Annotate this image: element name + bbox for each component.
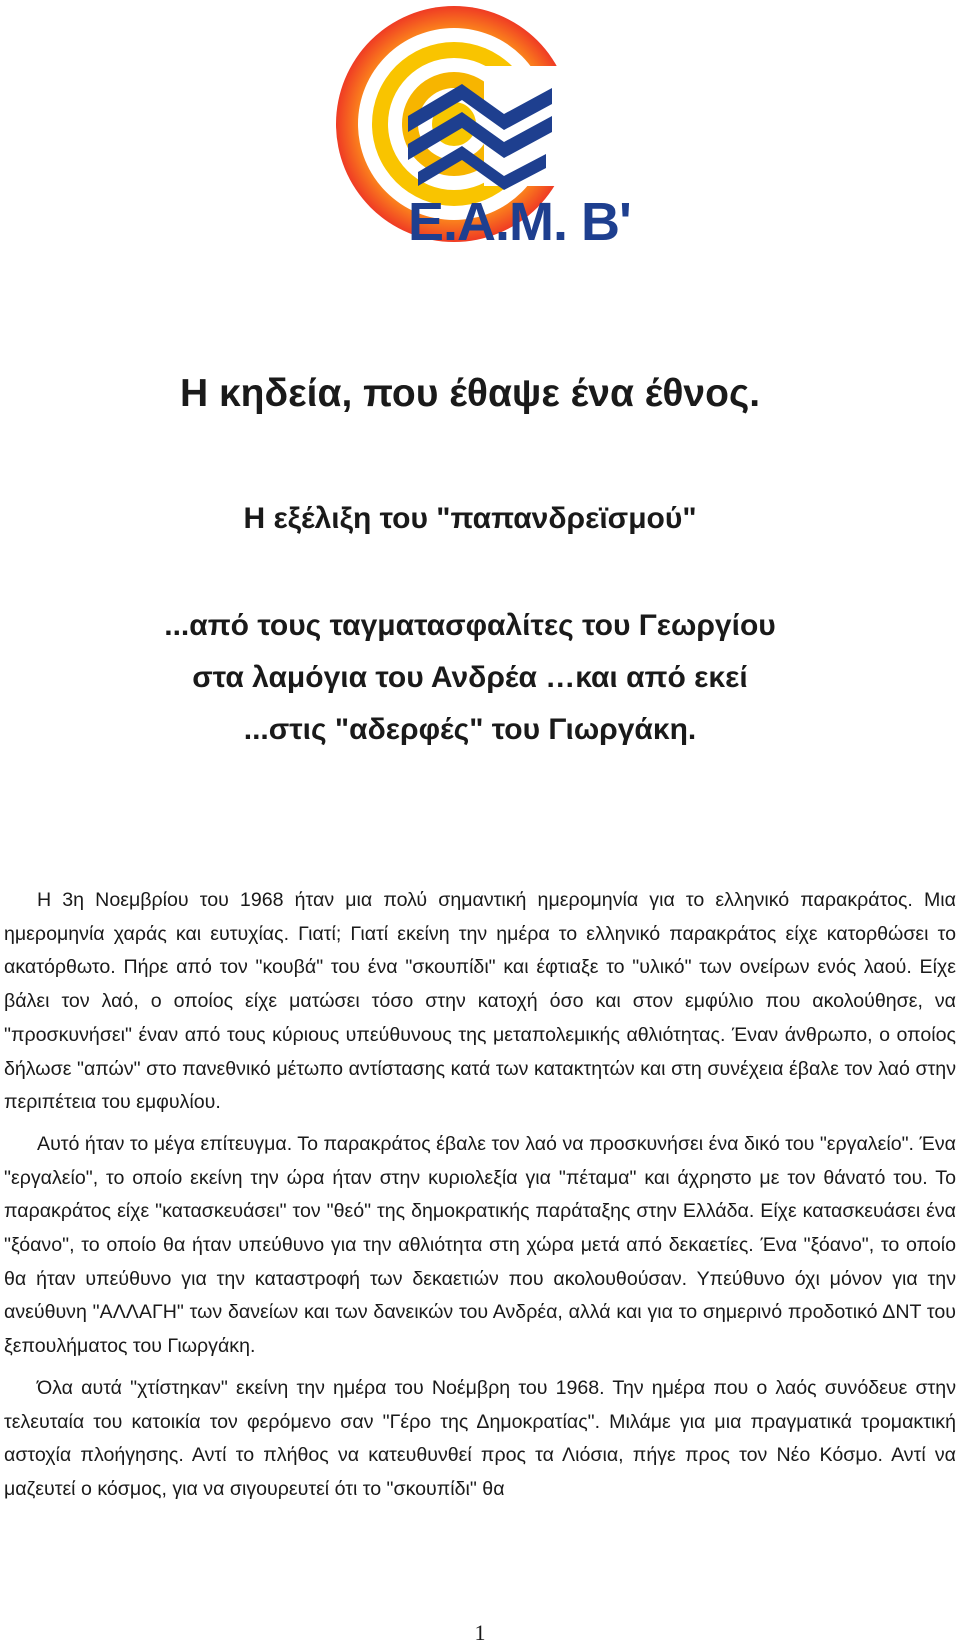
paragraph: Η 3η Νοεμβρίου του 1968 ήταν μια πολύ σημαντική ημερομηνία για το ελληνικό παρακράτος. Μια ημερομηνία χαράς και ευτυχίας. Γιατί; Γιατί εκείνη την ημέρα το ελληνικό παρακράτος είχε κατορθώσει το ακατόρθωτο. Πήρε από τον "κουβά" του ένα "σκουπίδι" και έφτιαξε το "υλικό" των ονείρων ενός λαού. Είχε βάλει τον λαό, ο οποίος είχε ματώσει τόσο στην κατοχή όσο και στον εμφύλιο που ακολούθησε, να "προσκυνήσει" έναν από τους κύριους υπεύθυνους της μεταπολεμικής αθλιότητας. Έναν άνθρωπο, ο οποίος δήλωσε "απών" στο πανεθνικό μέτωπο αντίστασης κατά των κατακτητών και στη συνέχεια έβαλε τον λαό στην περιπέτεια του εμφυλίου.	[4, 889, 956, 1114]
logo-wordmark: Ε.Α.Μ. Β'	[408, 192, 631, 252]
paragraph: Αυτό ήταν το μέγα επίτευγμα. Το παρακράτος έβαλε τον λαό να προσκυνήσει ένα δικό του "εργαλείο". Ένα "εργαλείο", το οποίο εκείνη την ώρα ήταν στην κυριολεξία για "πέταμα" και άχρηστο με τον θάνατό του. Το παρακράτος είχε "κατασκευάσει" τον "θεό" της δημοκρατικής παράταξης στην Ελλάδα. Είχε κατασκευάσει ένα "ξόανο", το οποίο θα ήταν υπεύθυνο για την αθλιότητα στη χώρα μετά από δεκαετίες. Ένα "ξόανο", το οποίο θα ήταν υπεύθυνο για την καταστροφή των δεκαετιών που ακολουθούσαν. Υπεύθυνο όχι μόνον για την ανεύθυνη "ΑΛΛΑΓΗ" των δανείων και των δανεικών του Ανδρέα, αλλά και για το σημερινό προδοτικό ΔΝΤ του ξεπουλήματος του Γιωργάκη.	[4, 1132, 956, 1358]
page-number: 1	[474, 1620, 486, 1645]
document-subtitle: Η εξέλιξη του "παπανδρεϊσμού"	[243, 502, 697, 535]
tagline-block	[0, 600, 950, 756]
document-title: Η κηδεία, που έθαψε ένα έθνος.	[179, 372, 761, 415]
tagline-line: ...από τους ταγματασφαλίτες του Γεωργίου	[164, 609, 776, 642]
tagline-line: ...στις "αδερφές" του Γιωργάκη.	[243, 713, 697, 746]
tagline-line: στα λαμόγια του Ανδρέα …και από εκεί	[192, 661, 748, 694]
article-body	[4, 884, 956, 1515]
eam-logo	[334, 6, 674, 282]
paragraph: Όλα αυτά "χτίστηκαν" εκείνη την ημέρα του Νοέμβρη του 1968. Την ημέρα που ο λαός συνόδευε στην τελευταία του κατοικία τον φερόμενο σαν "Γέρο της Δημοκρατίας". Μιλάμε για μια πραγματικά τρομακτική αστοχία πλοήγησης. Αντί το πλήθος να κατευθυνθεί προς τα Λιόσια, πήγε προς τον Νέο Κόσμο. Αντί να μαζευτεί ο κόσμος, για να σιγουρευτεί ότι το "σκουπίδι" θα	[4, 1376, 956, 1500]
